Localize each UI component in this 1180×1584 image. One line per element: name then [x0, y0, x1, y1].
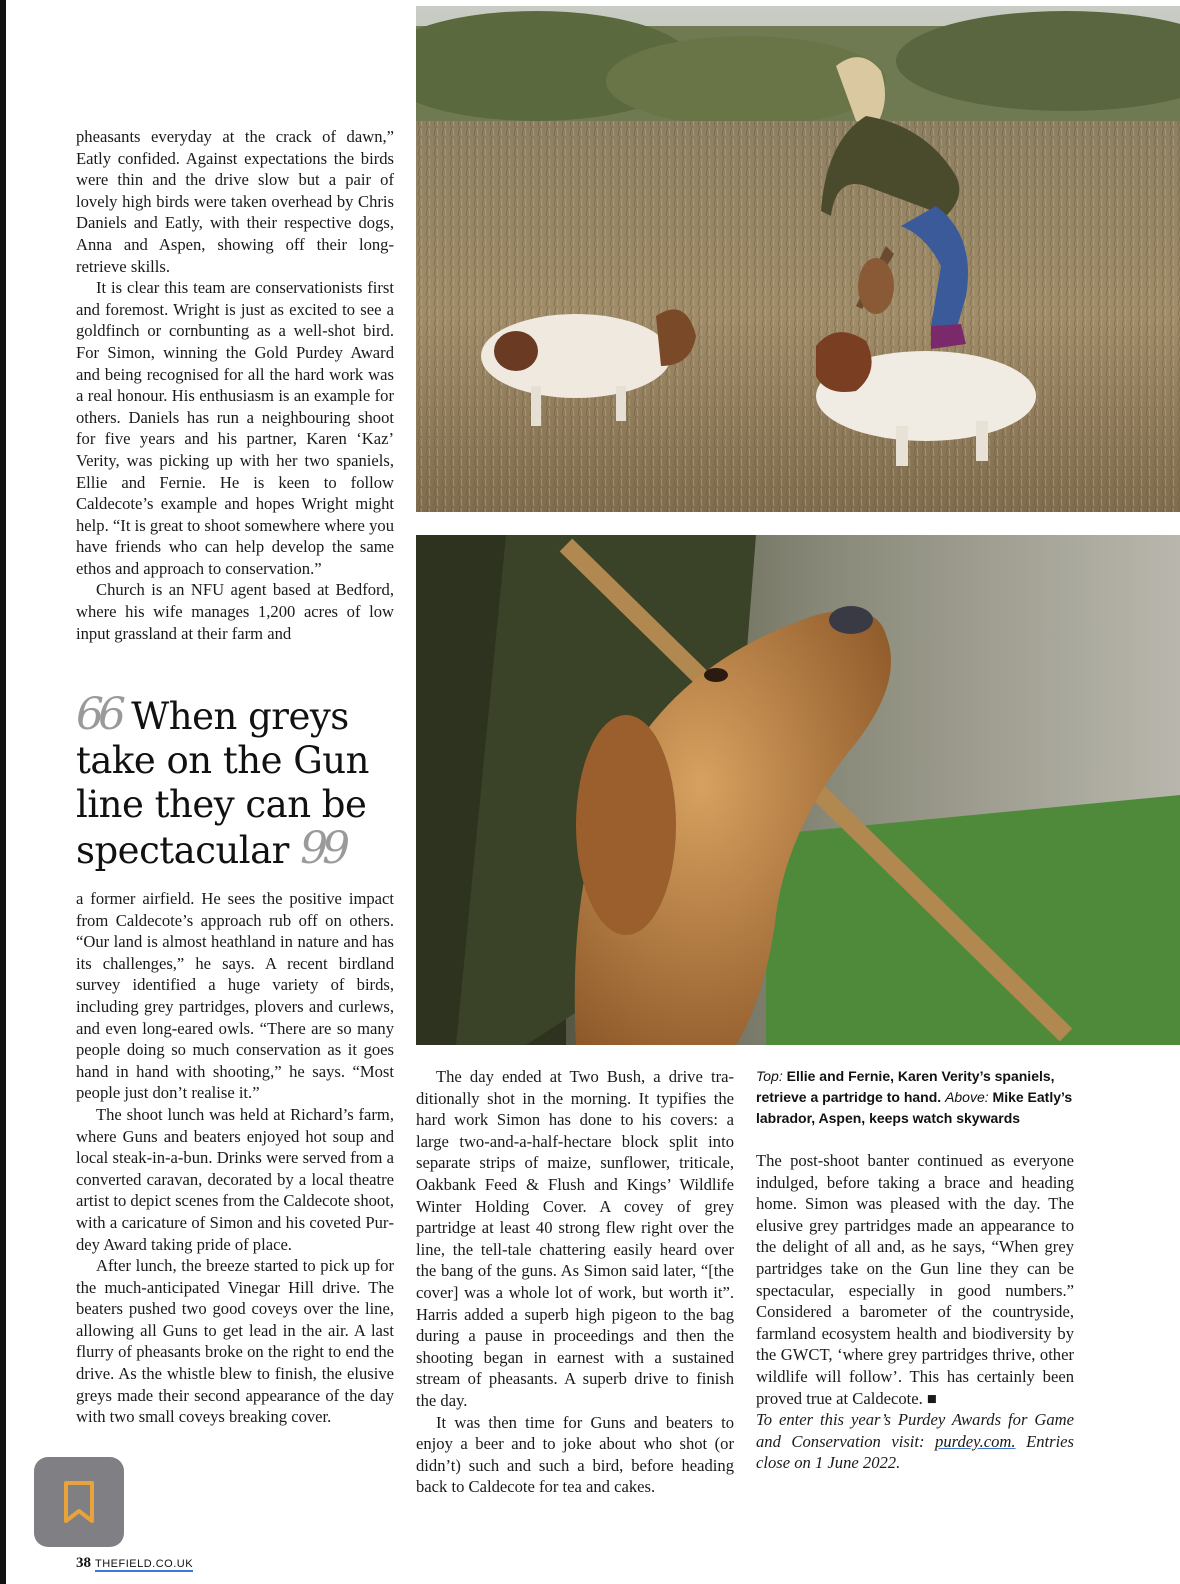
article-column-1-top — [76, 126, 394, 644]
purdey-link[interactable]: purdey.com. — [935, 1431, 1016, 1451]
paragraph: a former airfield. He sees the positive impact from Caldecote’s approach rub off on others. “Our land is almost heathland in nature and has its challenges,” he says. A recent birdland survey identified a huge variety of birds, including grey partridges, plovers and curlews, and even long-eared owls. “There are so many people doing so much conservation as it goes hand in hand with shooting,” he says. “Most people just don’t realise it.” — [76, 889, 394, 1103]
paragraph: It is clear this team are conservationists first and foremost. Wright is just as excited to see a goldfinch or cornbunting as a well-shot bird. For Simon, winning the Gold Purdey Award and being recognised for all the hard work was a real honour. His enthusiasm is an example for others. Daniels has run a neighbouring shoot for five years and his partner, Karen ‘Kaz’ Verity, was picking up with her two spaniels, Ellie and Fernie. He is keen to follow Caldecote’s example and hopes Wright might help. “It is great to shoot somewhere where you have friends who can help develop the same ethos and approach to conservation.” — [76, 278, 394, 578]
close-quote-mark: 99 — [300, 823, 345, 874]
entry-note — [756, 1409, 1074, 1474]
labrador-photo-image — [416, 535, 1180, 1045]
bookmark-icon — [34, 1457, 124, 1547]
caption-above-text: Mike Eatly’s labrador, Aspen, keeps watch skywards — [756, 1089, 1073, 1126]
article-column-2 — [416, 1066, 734, 1498]
paragraph: The day ended at Two Bush, a drive traditionally shot in the morning. It typifies the hard work Simon has done to his covers: a large two-and-a-half-hectare block split into separate strips of maize, sunflower, triticale, Oakbank Feed & Flush and Kings’ Wildlife Winter Holding Cover. A covey of grey partridge at least 40 strong flew right over the line, the tell-tale chattering easily heard over the bang of the guns. As Simon said later, “[the cover] was a whole lot of work, but worth it”. Harris added a superb high pigeon to the bag during a pause in proceedings and then the shooting began in earnest with a sustained stream of pheasants. A superb drive to finish the day. — [416, 1067, 734, 1410]
paragraph: The shoot lunch was held at Richard’s farm, where Guns and beaters enjoyed hot soup and local steak-in-a-bun. Drinks were served from a converted caravan, decorated by a local theatre artist to depict scenes from the Caldecote shoot, with a caricature of Simon and his coveted Purdey Award taking pride of place. — [76, 1104, 394, 1254]
page-folio — [76, 1555, 193, 1572]
page-number: 38 — [76, 1555, 91, 1571]
bookmark-button[interactable] — [34, 1457, 124, 1547]
photo-spaniels-retrieving — [416, 6, 1180, 512]
caption-top-text: Ellie and Fernie, Karen Verity’s spaniels, retrieve a partridge to hand. — [756, 1068, 1055, 1105]
photo-caption — [756, 1066, 1076, 1129]
site-link[interactable]: THEFIELD.CO.UK — [95, 1558, 194, 1570]
caption-above-label: Above: — [945, 1089, 989, 1105]
paragraph: Church is an NFU agent based at Bedford, where his wife manages 1,200 acres of low input grassland at their farm and — [76, 580, 394, 643]
page-spine — [0, 0, 6, 1584]
pull-quote — [76, 689, 406, 874]
paragraph: The post-shoot banter continued as everyone indulged, before taking a brace and heading home. Simon was pleased with the day. The elusive grey partridges made an appearance to the delight of all and, as he says, “When grey partridges take on the Gun line they can be spectacular, especially in good numbers.” Considered a barometer of the countryside, farmland ecosystem health and biodiversity by the GWCT, ‘where grey partridges thrive, other wildlife will follow’. This has certainly been proved true at Caldecote. ■ — [756, 1151, 1074, 1408]
open-quote-mark: 66 — [76, 689, 120, 740]
article-column-3 — [756, 1150, 1074, 1474]
spaniels-photo-image — [416, 6, 1180, 512]
pull-quote-text: When greys take on the Gun line they can be spectacular — [76, 695, 369, 872]
paragraph: After lunch, the breeze started to pick up for the much-anticipated Vinegar Hill drive. The beaters pushed two good coveys over the line, allowing all Guns to get lead in the air. A last flurry of pheasants broke on the right to end the drive. As the whistle blew to finish, the elusive greys made their second appearance of the day with two small coveys breaking cover. — [76, 1256, 394, 1427]
paragraph: pheasants everyday at the crack of dawn,” Eatly confided. Against expectations the birds were thin and the drive slow but a pair of lovely high birds were taken overhead by Chris Daniels and Eatly, with their respective dogs, Anna and Aspen, showing off their long-retrieve skills. — [76, 127, 394, 276]
entry-note-text: To enter this year’s Purdey Awards for Game and Conservation visit: — [756, 1410, 1074, 1451]
photo-labrador-watching — [416, 535, 1180, 1045]
article-column-1-bottom — [76, 888, 394, 1428]
caption-top-label: Top: — [756, 1068, 783, 1084]
paragraph: It was then time for Guns and beaters to enjoy a beer and to joke about who shot (or didn’t) such and such a bird, before heading back to Caldecote for tea and cakes. — [416, 1412, 734, 1497]
entry-note-close: Entries close on 1 June 2022. — [756, 1431, 1074, 1473]
